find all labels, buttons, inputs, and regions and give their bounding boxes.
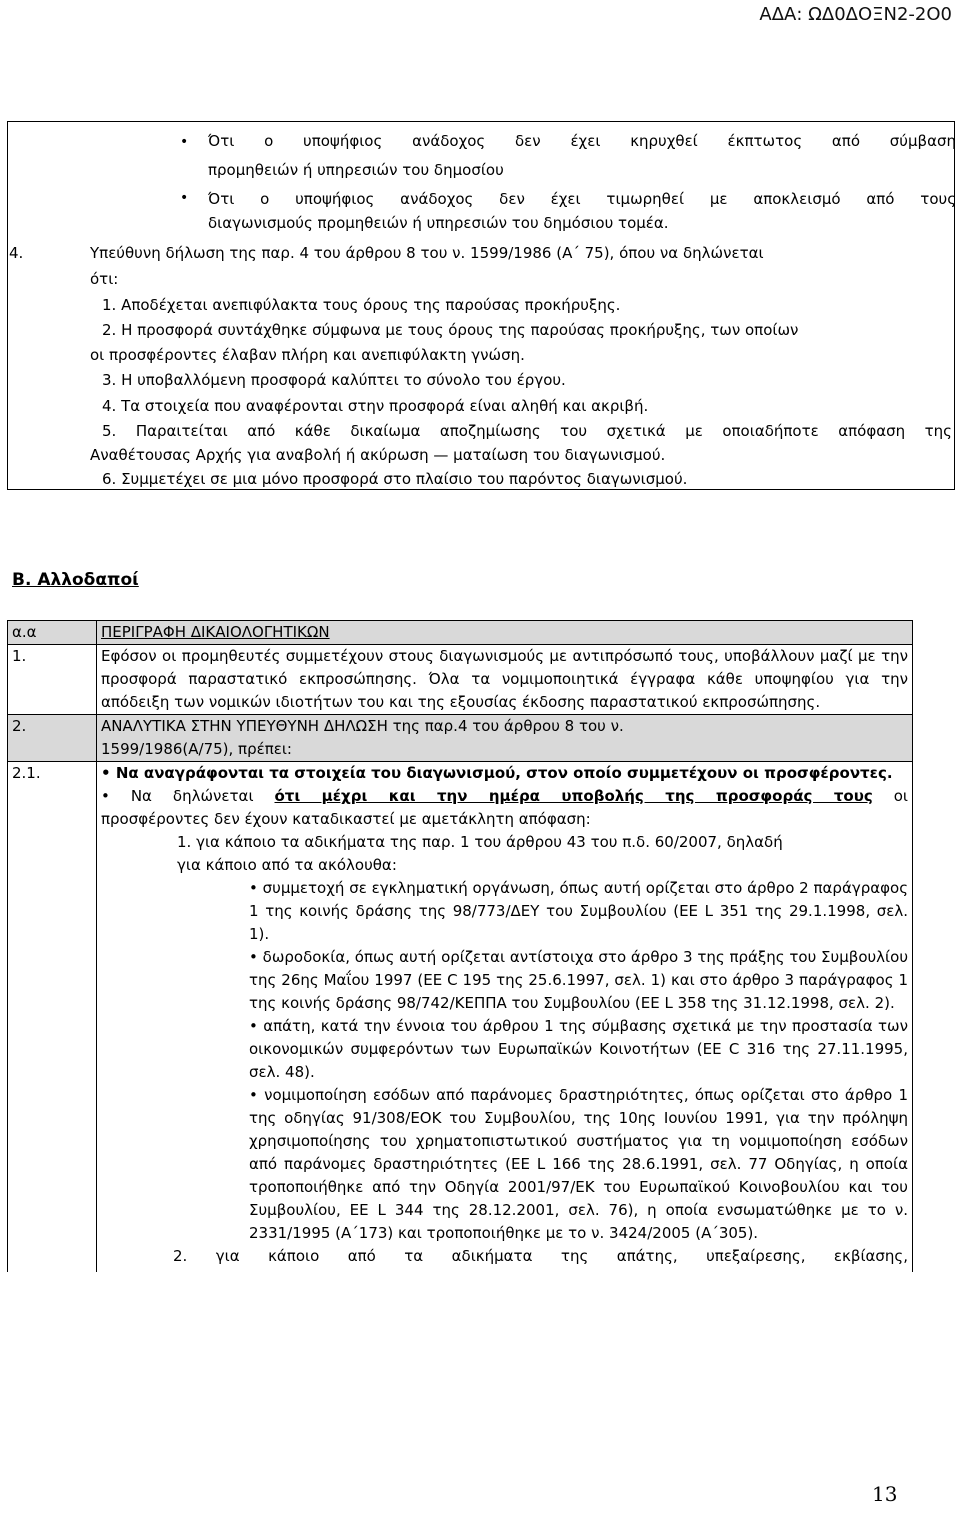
- section-b-title: Β. Αλλοδαποί: [12, 570, 139, 590]
- row-1-text: Εφόσον οι προμηθευτές συμμετέχουν στους διαγωνισμούς με αντιπρόσωπό τους, υποβάλλουν μαζί με την προσφορά παραστατικό εκπροσώπησης. Όλα τα νομιμοποιητικά έγγραφα κάθε υποψηφίου για την απόδειξη των νομικών ιδιοτήτων του και της εξουσίας έκδοσης παραστατικού εκπροσώπησης.: [97, 645, 913, 715]
- bullet-2-line-1: Ότι ο υποψήφιος ανάδοχος δεν έχει τιμωρηθεί με αποκλεισμό από τους: [208, 190, 956, 208]
- sub-bullet-3: • απάτη, κατά την έννοια του άρθρου 1 της σύμβασης σχετικά με την προστασία των οικονομικών συμφερόντων των Ευρωπαϊκών Κοινοτήτων (ΕΕ C 316 της 27.11.1995, σελ. 48).: [249, 1017, 908, 1081]
- bullet-icon: •: [101, 764, 111, 782]
- page-number: 13: [872, 1482, 898, 1506]
- item-4-line-1: Υπεύθυνη δήλωση της παρ. 4 του άρθρου 8 του ν. 1599/1986 (Α΄ 75), όπου να δηλώνεται: [90, 244, 764, 262]
- subitem-3: 3. Η υποβαλλόμενη προσφορά καλύπτει το σύνολο του έργου.: [102, 371, 566, 389]
- subitem-1: 1. Αποδέχεται ανεπιφύλακτα τους όρους της παρούσας προκήρυξης.: [102, 296, 621, 314]
- row-2-text-cell: [97, 715, 913, 762]
- subitem-2-line-1: 2. Η προσφορά συντάχθηκε σύμφωνα με τους όρους της παρούσας προκήρυξης, των οποίων: [102, 321, 799, 339]
- documents-table: [7, 620, 913, 1272]
- row-21-number: 2.1.: [8, 762, 97, 1273]
- row-2-number: 2.: [8, 715, 97, 762]
- table-row: [8, 762, 913, 1273]
- item-4-line-2: ότι:: [90, 270, 119, 288]
- subitem-2-line-2: οι προσφέροντες έλαβαν πλήρη και ανεπιφύλακτη γνώση.: [90, 346, 525, 364]
- table-row: [8, 715, 913, 762]
- bullet-1-line-1: Ότι ο υποψήφιος ανάδοχος δεν έχει κηρυχθεί έκπτωτος από σύμβαση: [208, 132, 956, 150]
- sub-bullet-2: • δωροδοκία, όπως αυτή ορίζεται αντίστοιχα στο άρθρο 3 της πράξης του Συμβουλίου της 26ης Μαΐου 1997 (ΕΕ C 195 της 25.6.1997, σελ. 1) και στο άρθρο 3 παράγραφος 1 της κοινής δράσης 98/742/ΚΕΠΠΑ του Συμβουλίου (ΕΕ L 358 της 31.12.1998, σελ. 2).: [249, 948, 908, 1012]
- bullet-icon: •: [180, 190, 189, 206]
- point-1: [101, 762, 908, 785]
- point-2-a: • Να δηλώνεται: [101, 787, 275, 805]
- subitem-4: 4. Τα στοιχεία που αναφέρονται στην προσφορά είναι αληθή και ακριβή.: [102, 397, 649, 415]
- point-2-underlined: ότι μέχρι και την ημέρα υποβολής της προσφοράς τους: [274, 787, 873, 805]
- requirements-box: [7, 121, 955, 490]
- ada-code: ΑΔΑ: ΩΔ0ΔΟΞΝ2-2Ο0: [759, 4, 952, 25]
- point-2-b: οι: [872, 787, 908, 805]
- header-description-cell: [97, 621, 913, 645]
- bullet-1-line-2: προμηθειών ή υπηρεσιών του δημοσίου: [208, 161, 504, 179]
- header-description: ΠΕΡΙΓΡΑΦΗ ΔΙΚΑΙΟΛΟΓΗΤΙΚΩΝ: [101, 623, 330, 641]
- row-2-line-1: ΑΝΑΛΥΤΙΚΑ ΣΤΗΝ ΥΠΕΥΘΥΝΗ ΔΗΛΩΣΗ της παρ.4 του άρθρου 8 του ν.: [101, 717, 624, 735]
- point-2-line-2: προσφέροντες δεν έχουν καταδικαστεί με αμετάκλητη απόφαση:: [101, 810, 591, 828]
- numbered-1-line-1: 1. για κάποιο τα αδικήματα της παρ. 1 του άρθρου 43 του π.δ. 60/2007, δηλαδή: [177, 833, 783, 851]
- bullet-2-line-2: διαγωνισμούς προμηθειών ή υπηρεσιών του δημόσιου τομέα.: [208, 214, 669, 232]
- sub-bullet-1: • συμμετοχή σε εγκληματική οργάνωση, όπως αυτή ορίζεται στο άρθρο 2 παράγραφος 1 της κοινής δράσης της 98/773/ΔΕΥ του Συμβουλίου (ΕΕ L 351 της 29.1.1998, σελ. 1).: [249, 879, 908, 943]
- subitem-5-line-2: Αναθέτουσας Αρχής για αναβολή ή ακύρωση — ματαίωση του διαγωνισμού.: [90, 446, 666, 464]
- numbered-2: 2. για κάποιο από τα αδικήματα της απάτης, υπεξαίρεσης, εκβίασης,: [173, 1247, 908, 1265]
- header-number-cell: α.α: [8, 621, 97, 645]
- table-header-row: [8, 621, 913, 645]
- table-row: [8, 645, 913, 715]
- row-2-line-2: 1599/1986(Α/75), πρέπει:: [101, 740, 292, 758]
- item-4-number: 4.: [9, 244, 24, 262]
- row-1-number: 1.: [8, 645, 97, 715]
- subitem-5-line-1: 5. Παραιτείται από κάθε δικαίωμα αποζημίωσης του σχετικά με οποιαδήποτε απόφαση της: [102, 422, 952, 440]
- row-21-content: [97, 762, 913, 1273]
- sub-bullet-4: • νομιμοποίηση εσόδων από παράνομες δραστηριότητες, όπως ορίζεται στο άρθρο 1 της οδηγίας 91/308/ΕΟΚ του Συμβουλίου, της 10ης Ιουνίου 1991, για την πρόληψη χρησιμοποίησης του χρηματοπιστωτικού συστήματος για τη νομιμοποίηση εσόδων από παράνομες δραστηριότητες (ΕΕ L 166 της 28.6.1991, σελ. 77 Οδηγίας, η οποία τροποποιήθηκε από την Οδηγία 2001/97/ΕΚ του Ευρωπαϊκού Κοινοβουλίου και του Συμβουλίου, ΕΕ L 344 της 28.12.2001, σελ. 76), η οποία ενσωματώθηκε με το ν. 2331/1995 (Α΄173) και τροποποιήθηκε με το ν. 3424/2005 (Α΄305).: [249, 1086, 908, 1242]
- numbered-1-line-2: για κάποιο από τα ακόλουθα:: [177, 856, 397, 874]
- bullet-icon: •: [180, 134, 189, 150]
- point-2-line-1: [101, 785, 908, 808]
- point-1-text: Να αναγράφονται τα στοιχεία του διαγωνισμού, στον οποίο συμμετέχουν οι προσφέροντες.: [115, 764, 893, 782]
- subitem-6: 6. Συμμετέχει σε μια μόνο προσφορά στο πλαίσιο του παρόντος διαγωνισμού.: [102, 470, 688, 488]
